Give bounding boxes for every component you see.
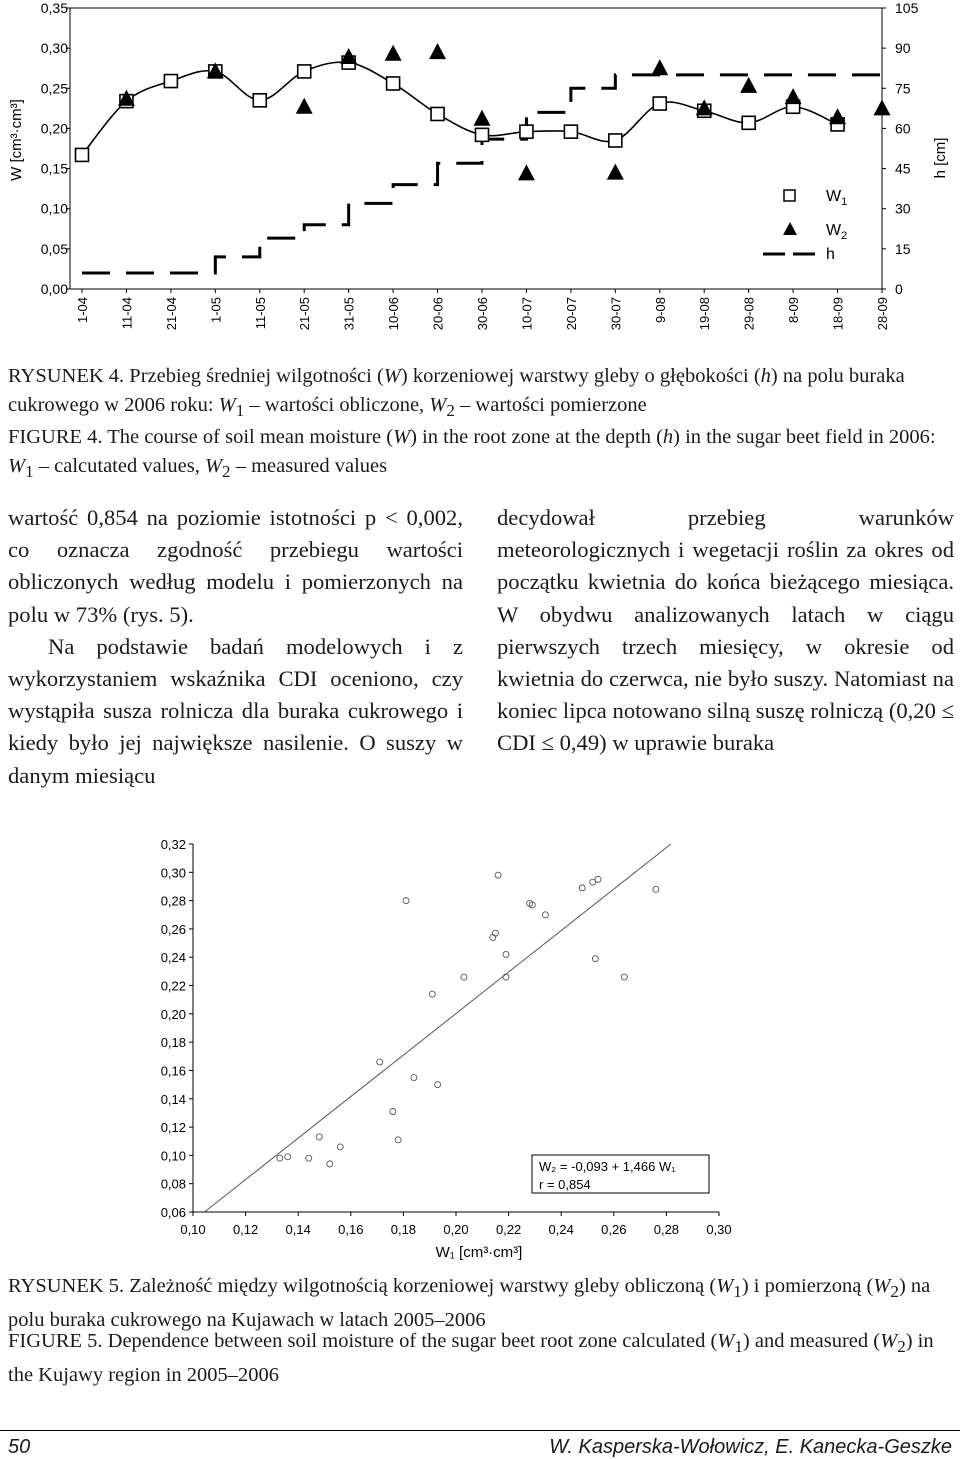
fig5-x-tick-label: 0,30 — [706, 1222, 732, 1237]
fig5-point — [327, 1161, 333, 1167]
fig5-y-tick-label: 0,20 — [160, 1006, 186, 1022]
body-paragraph: wartość 0,854 na poziomie istotności p < 0,002, co oznacza zgodność przebiegu wartości obliczonych według modelu i pomierzonych na polu w 73% (rys. 5). — [8, 505, 463, 627]
fig4-right-tick-label: 45 — [895, 160, 911, 177]
fig4-right-tick-label: 90 — [895, 40, 911, 57]
fig4-x-tick-label: 1-04 — [75, 297, 90, 324]
fig4-x-tick-label: 20-07 — [563, 297, 579, 331]
fig5-x-tick-label: 0,10 — [180, 1222, 206, 1237]
fig4-w1-point — [76, 148, 89, 161]
fig4-w1-point — [164, 75, 177, 88]
figure-4-caption-en: FIGURE 4. The course of soil mean moisture (W) in the root zone at the depth (h) in the sugar beet field in 2006: $W_1$ – calcutated values, $W_2$ – measured values — [8, 426, 936, 482]
fig5-y-tick-label: 0,10 — [160, 1148, 186, 1164]
body-column-left — [8, 502, 463, 792]
fig4-w2-point — [518, 164, 535, 180]
fig5-point — [542, 912, 548, 918]
fig5-point — [395, 1137, 401, 1143]
fig5-y-axis-ticks — [161, 837, 193, 1220]
fig4-x-tick-label: 28-09 — [875, 297, 890, 331]
legend-w2-label: $W_2$ — [826, 222, 848, 242]
fig5-points — [277, 872, 659, 1167]
fig4-x-tick-label: 19-08 — [697, 297, 713, 331]
fig4-x-tick-label: 29-08 — [741, 297, 757, 331]
fig4-x-tick-label: 21-04 — [163, 297, 179, 331]
body-column-right — [497, 502, 954, 760]
fig4-w2-point — [607, 164, 624, 180]
fig5-point — [285, 1154, 291, 1160]
fig5-y-tick-label: 0,06 — [160, 1205, 186, 1220]
figure-4-chart — [0, 0, 960, 350]
fig4-ylabel-right: h [cm] — [932, 137, 949, 179]
fig4-x-tick-label: 9-08 — [652, 297, 668, 324]
fig4-h-step-line — [82, 75, 882, 273]
fig5-point — [595, 876, 601, 882]
fig5-point — [592, 956, 598, 962]
fig4-right-axis-ticks — [882, 0, 919, 297]
fig4-x-tick-label: 1-05 — [208, 297, 224, 324]
fig4-x-axis-ticks — [75, 289, 890, 330]
figure-5-caption-en: FIGURE 5. Dependence between soil moisture of the sugar beet root zone calculated $(W_1)$ and measured $(W_2)$ in the Kujawy region in 2005–2006 — [8, 1330, 934, 1387]
fig5-point — [316, 1134, 322, 1140]
fig4-w1-point — [609, 134, 622, 147]
fig5-x-tick-label: 0,12 — [232, 1222, 259, 1237]
fig4-plot-area — [70, 8, 882, 289]
fig5-y-tick-label: 0,12 — [160, 1120, 186, 1136]
fig5-point — [429, 991, 435, 997]
figure-4-caption-pl: RYSUNEK 4. Przebieg średniej wilgotności (W) korzeniowej warstwy gleby o głębokości (h) na polu buraka cukrowego w 2006 roku: $W_1$ – wartości obliczone, $W_2$ – wartości pomierzone — [8, 365, 905, 421]
fig4-y-tick-label: 0,35 — [40, 0, 68, 16]
figure-5-caption-pl: RYSUNEK 5. Zależność między wilgotnością korzeniowej warstwy gleby obliczoną $(W_1)$ i pomierzoną $(W_2)$ na polu buraka cukrowego na Kujawach w latach 2005–2006 — [8, 1275, 931, 1332]
fig4-x-tick-label: 31-05 — [341, 297, 357, 331]
fig4-w1-point — [564, 125, 577, 138]
fig4-x-tick-label: 21-05 — [297, 297, 313, 331]
fig4-w2-point — [651, 59, 668, 75]
fig5-point — [461, 974, 467, 980]
fig4-x-tick-label: 10-06 — [386, 297, 402, 331]
fig4-right-tick-label: 75 — [895, 80, 911, 97]
fig4-x-tick-label: 20-06 — [430, 297, 446, 331]
fig4-x-tick-label: 30-07 — [608, 297, 624, 331]
page-number: 50 — [8, 1436, 31, 1458]
fig5-y-tick-label: 0,26 — [160, 921, 186, 937]
fig4-y-tick-label: 0,00 — [40, 281, 68, 297]
fig4-frame — [70, 8, 882, 289]
fig5-x-tick-label: 0,20 — [443, 1222, 469, 1237]
figure-5-chart — [0, 825, 960, 1265]
fig4-legend — [763, 188, 847, 263]
fig4-w2-point — [429, 43, 446, 59]
footer-rule — [0, 1430, 960, 1431]
fig4-right-tick-label: 60 — [895, 120, 911, 137]
fig4-w1-point — [298, 65, 311, 78]
body-paragraph: Na podstawie badań modelowych i z wykorzystaniem wskaźnika CDI oceniono, czy wystąpiła susza rolnicza dla buraka cukrowego i kiedy było jej największe nasilenie. O suszy w danym miesiącu — [8, 633, 463, 788]
fig4-x-tick-label: 10-07 — [519, 297, 535, 331]
fig5-y-tick-label: 0,30 — [160, 865, 186, 881]
fig5-r-value: r = 0,854 — [539, 1177, 591, 1192]
legend-h-label: h — [826, 246, 835, 263]
fig4-x-tick-label: 11-04 — [119, 297, 135, 330]
fig5-point — [377, 1059, 383, 1065]
fig5-point — [503, 951, 509, 957]
fig4-y-tick-label: 0,20 — [40, 120, 68, 137]
fig4-w1-point — [742, 116, 755, 129]
fig5-point — [503, 974, 509, 980]
fig5-x-tick-label: 0,26 — [601, 1222, 627, 1237]
fig5-point — [390, 1109, 396, 1115]
footer-authors: W. Kasperska-Wołowicz, E. Kanecka-Geszke — [549, 1436, 952, 1458]
legend-w2-marker — [783, 222, 797, 235]
fig5-equation: W₂ = -0,093 + 1,466 W₁ — [539, 1159, 676, 1174]
fig4-x-tick-label: 18-09 — [830, 297, 846, 331]
fig5-point — [435, 1082, 441, 1088]
fig4-w2-point — [874, 99, 891, 115]
fig4-series-h — [82, 75, 882, 273]
fig4-x-tick-label: 30-06 — [475, 297, 490, 331]
fig5-y-tick-label: 0,14 — [160, 1091, 186, 1107]
fig5-y-tick-label: 0,28 — [160, 893, 186, 909]
fig5-y-tick-label: 0,24 — [160, 950, 186, 966]
fig4-w2-point — [740, 77, 757, 93]
fig5-y-tick-label: 0,22 — [160, 978, 186, 994]
fig4-w2-point — [385, 45, 402, 61]
legend-w1-label: $W_1$ — [826, 188, 848, 208]
fig5-y-tick-label: 0,08 — [160, 1176, 186, 1192]
fig5-point — [306, 1155, 312, 1161]
fig5-x-tick-label: 0,24 — [548, 1222, 574, 1237]
fig5-x-tick-label: 0,22 — [495, 1222, 522, 1237]
fig4-w1-point — [476, 128, 489, 141]
fig4-w1-point — [431, 107, 444, 120]
fig5-point — [495, 872, 501, 878]
fig4-w2-point — [296, 98, 313, 114]
fig5-x-tick-label: 0,16 — [338, 1222, 364, 1237]
body-paragraph: decydował przebieg warunków meteorologicznych i wegetacji roślin za okres od początku kwietnia do końca bieżącego miesiąca. W obydwu analizowanych latach w ciągu pierwszych trzech miesięcy, w okresie od kwietnia do czerwca, nie było suszy. Natomiast na koniec lipca notowano silną suszę rolniczą (0,20 ≤ CDI ≤ 0,49) w uprawie buraka — [497, 505, 954, 756]
fig4-right-tick-label: 30 — [895, 200, 911, 217]
fig4-x-tick-label: 11-05 — [252, 297, 268, 330]
fig5-point — [579, 885, 585, 891]
legend-w1-marker — [784, 190, 795, 201]
fig4-y-tick-label: 0,30 — [40, 40, 68, 57]
fig4-right-tick-label: 15 — [895, 240, 911, 257]
fig4-left-axis-ticks — [41, 0, 70, 297]
fig4-right-tick-label: 0 — [895, 281, 903, 297]
fig5-x-axis-ticks — [180, 1212, 731, 1237]
fig5-point — [403, 898, 409, 904]
fig5-point — [411, 1075, 417, 1081]
fig5-xlabel: W₁ [cm³·cm³] — [435, 1244, 523, 1261]
fig4-w2-point — [829, 108, 846, 124]
fig5-point — [337, 1144, 343, 1150]
fig4-ylabel-left: W [cm³·cm³] — [8, 99, 25, 181]
fig4-x-tick-label: 8-09 — [786, 297, 802, 324]
fig5-point — [621, 974, 627, 980]
fig5-point — [277, 1155, 283, 1161]
fig5-point — [653, 886, 659, 892]
fig4-y-tick-label: 0,10 — [40, 200, 68, 217]
fig4-y-tick-label: 0,15 — [40, 160, 68, 177]
fig4-w1-point — [387, 77, 400, 90]
fig4-w1-point — [253, 94, 266, 107]
fig5-x-tick-label: 0,18 — [390, 1222, 417, 1237]
fig5-x-tick-label: 0,14 — [285, 1222, 311, 1237]
fig4-right-tick-label: 105 — [895, 0, 919, 16]
fig4-w2-point — [474, 110, 491, 126]
fig5-annotation — [532, 1155, 709, 1193]
fig4-series-w1 — [76, 56, 845, 161]
fig5-y-tick-label: 0,16 — [160, 1063, 186, 1079]
fig4-y-tick-label: 0,25 — [40, 80, 68, 97]
fig5-y-tick-label: 0,32 — [160, 837, 186, 852]
fig4-w1-point — [653, 97, 666, 110]
fig5-y-tick-label: 0,18 — [160, 1035, 186, 1051]
fig4-w1-point — [520, 125, 533, 138]
fig5-x-tick-label: 0,28 — [653, 1222, 680, 1237]
fig4-w2-point — [785, 88, 802, 104]
fig4-y-tick-label: 0,05 — [40, 240, 68, 257]
